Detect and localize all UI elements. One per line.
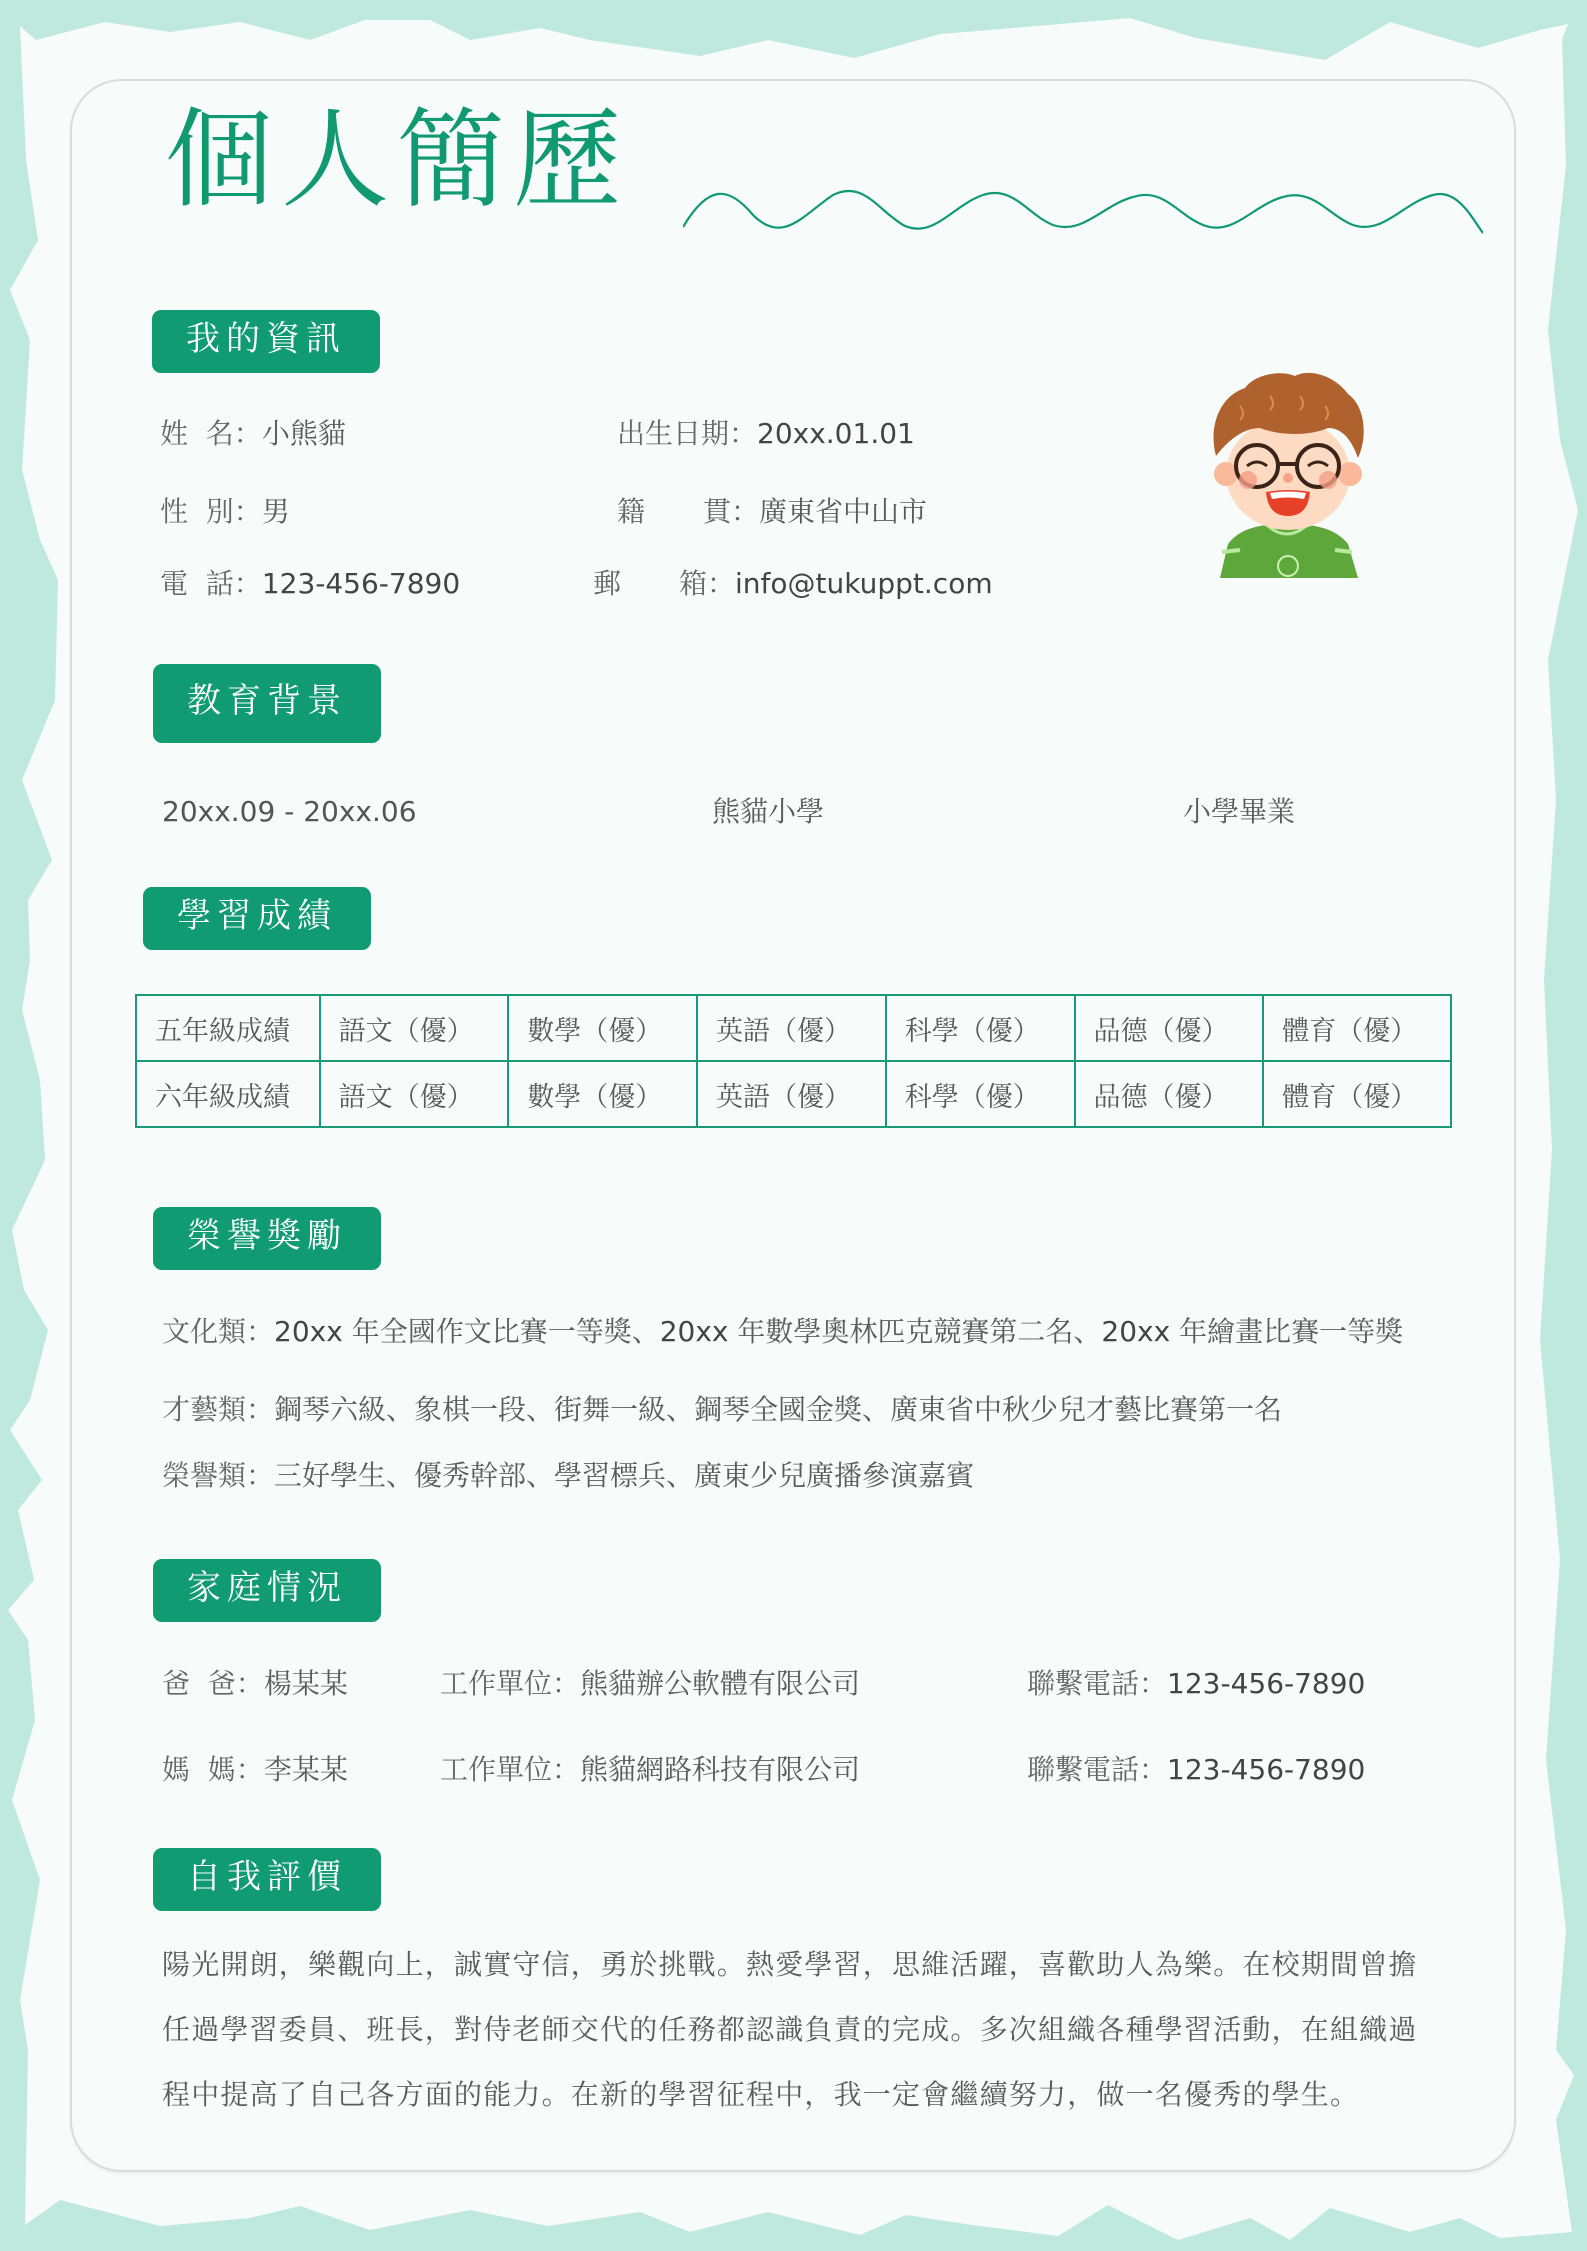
- table-cell: 英語（優）: [697, 1061, 886, 1127]
- table-row: [136, 1061, 1451, 1127]
- phone-value: 123-456-7890: [1167, 1753, 1366, 1786]
- work-value: 熊貓網路科技有限公司: [580, 1753, 861, 1786]
- relation-name: 楊某某: [263, 1667, 348, 1700]
- birth-label: 出生日期：: [617, 417, 758, 450]
- relation-name: 李某某: [263, 1753, 348, 1786]
- award-text: 年繪畫比賽一等獎: [1170, 1315, 1404, 1348]
- grades-table: [135, 994, 1452, 1128]
- info-gender: [160, 495, 290, 528]
- table-cell: 體育（優）: [1263, 995, 1451, 1061]
- award-text: 鋼琴六級、象棋一段、街舞一級、鋼琴全國金獎、廣東省中秋少兒才藝比賽第一名: [274, 1393, 1283, 1426]
- name-label: 姓 名：: [160, 417, 262, 450]
- education-school: 熊貓小學: [712, 795, 825, 828]
- award-text: 年數學奧林匹克競賽第二名、: [728, 1315, 1102, 1348]
- email-label-b: 箱：: [679, 567, 736, 600]
- section-header-family: 家庭情況: [153, 1559, 381, 1622]
- award-label: 榮譽類：: [162, 1459, 275, 1492]
- family-father-phone: [1027, 1667, 1366, 1700]
- family-father-work: [440, 1667, 861, 1700]
- self-eval-line: 程中提高了自己各方面的能力。在新的學習征程中，我一定會繼續努力，做一名優秀的學生。: [162, 2078, 1360, 2111]
- phone-value: 123-456-7890: [261, 567, 461, 600]
- info-email: [593, 567, 993, 600]
- award-year: 20xx: [659, 1315, 729, 1348]
- self-eval-line: 陽光開朗，樂觀向上，誠實守信，勇於挑戰。熱愛學習，思維活躍，喜歡助人為樂。在校期間曾擔: [162, 1948, 1418, 1981]
- table-cell: 數學（優）: [508, 1061, 697, 1127]
- relation-label: 媽 媽：: [162, 1753, 264, 1786]
- self-eval-line: 任過學習委員、班長，對侍老師交代的任務都認識負責的完成。多次組織各種學習活動，在組織過: [162, 2013, 1418, 2046]
- table-row: [136, 995, 1451, 1061]
- education-degree: 小學畢業: [1183, 795, 1296, 828]
- origin-value: 廣東省中山市: [759, 495, 928, 528]
- award-label: 才藝類：: [162, 1393, 275, 1426]
- phone-label: 聯繫電話：: [1027, 1667, 1168, 1700]
- email-label-a: 郵: [593, 567, 622, 600]
- phone-label: 電 話：: [160, 567, 262, 600]
- info-birth: [617, 417, 915, 450]
- name-value: 小熊貓: [261, 417, 346, 450]
- gender-label: 性 別：: [160, 495, 262, 528]
- education-period: 20xx.09 - 20xx.06: [162, 795, 417, 828]
- origin-label-b: 貫：: [703, 495, 760, 528]
- work-value: 熊貓辦公軟體有限公司: [580, 1667, 861, 1700]
- info-phone: [160, 567, 461, 600]
- award-line-culture: [162, 1315, 1404, 1348]
- phone-value: 123-456-7890: [1167, 1667, 1366, 1700]
- family-father-name: [162, 1667, 348, 1700]
- award-line-talent: [162, 1393, 1283, 1426]
- relation-label: 爸 爸：: [162, 1667, 264, 1700]
- award-text: 三好學生、優秀幹部、學習標兵、廣東少兒廣播參演嘉賓: [274, 1459, 975, 1492]
- table-cell: 語文（優）: [320, 1061, 509, 1127]
- award-text: 年全國作文比賽一等獎、: [342, 1315, 660, 1348]
- award-label: 文化類：: [162, 1315, 275, 1348]
- table-cell: 英語（優）: [697, 995, 886, 1061]
- section-header-info: 我的資訊: [152, 310, 380, 373]
- section-header-grades: 學習成績: [143, 887, 371, 950]
- section-header-education: 教育背景: [153, 664, 381, 743]
- table-cell: 科學（優）: [886, 995, 1075, 1061]
- family-mother-phone: [1027, 1753, 1366, 1786]
- page-title: 個人簡歷: [165, 98, 630, 223]
- award-year: 20xx: [274, 1315, 343, 1348]
- birth-value: 20xx.01.01: [757, 417, 915, 450]
- table-cell: 語文（優）: [320, 995, 509, 1061]
- family-mother-work: [440, 1753, 861, 1786]
- origin-label-a: 籍: [617, 495, 646, 528]
- table-cell: 六年級成績: [136, 1061, 320, 1127]
- table-cell: 數學（優）: [508, 995, 697, 1061]
- email-value: info@tukuppt.com: [735, 567, 993, 600]
- avatar: [1200, 366, 1375, 578]
- work-label: 工作單位：: [440, 1667, 581, 1700]
- info-name: [160, 417, 346, 450]
- table-cell: 科學（優）: [886, 1061, 1075, 1127]
- table-cell: 五年級成績: [136, 995, 320, 1061]
- phone-label: 聯繫電話：: [1027, 1753, 1168, 1786]
- section-header-awards: 榮譽獎勵: [153, 1207, 381, 1270]
- work-label: 工作單位：: [440, 1753, 581, 1786]
- gender-value: 男: [261, 495, 290, 528]
- award-line-honor: [162, 1459, 975, 1492]
- table-cell: 品德（優）: [1075, 995, 1264, 1061]
- info-origin: [617, 495, 928, 528]
- table-cell: 體育（優）: [1263, 1061, 1451, 1127]
- award-year: 20xx: [1101, 1315, 1171, 1348]
- table-cell: 品德（優）: [1075, 1061, 1264, 1127]
- family-mother-name: [162, 1753, 348, 1786]
- wave-decoration: [683, 185, 1483, 235]
- section-header-self-eval: 自我評價: [153, 1848, 381, 1911]
